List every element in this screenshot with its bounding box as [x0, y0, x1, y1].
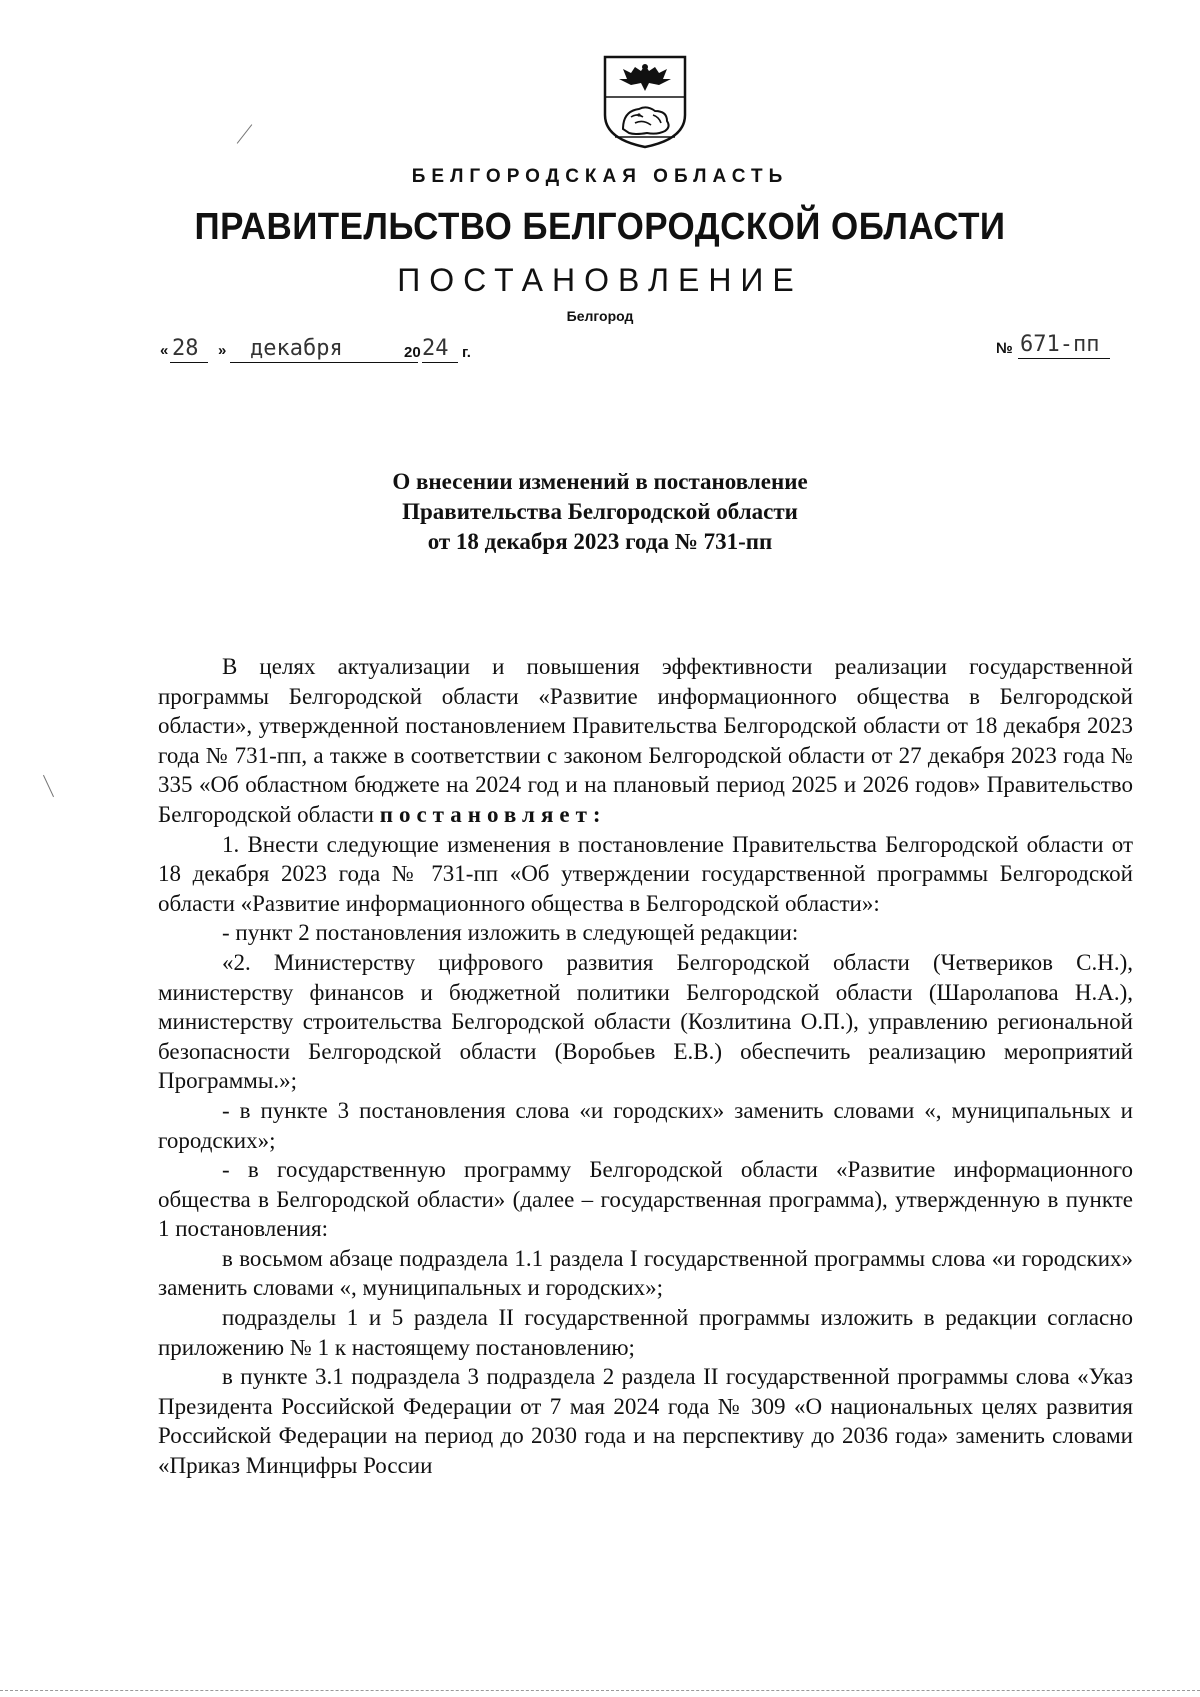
date-year-prefix: 20 — [404, 344, 421, 361]
decree-keyword: постановляет: — [379, 801, 607, 827]
paragraph-item-1: 1. Внести следующие изменения в постановление Правительства Белгородской области от 18 декабря 2023 года № 731-пп «Об утверждении государственной программы Белгородской области «Развитие информационного общества в Белгородской области»: — [158, 831, 1133, 916]
date-open-quote: « — [160, 342, 169, 359]
paragraph-program-intro: - в государственную программу Белгородской области «Развитие информационного общества в Белгородской области» (далее – государственная программа), утвержденную в пункте 1 постановления: — [158, 1157, 1133, 1242]
number-sign: № — [996, 340, 1013, 357]
date-close-quote: » — [218, 342, 227, 359]
paragraph-item-3: - в пункте 3 постановления слова «и городских» заменить словами «, муниципальных и городских»; — [158, 1097, 1133, 1153]
document-type: ПОСТАНОВЛЕНИЕ — [397, 262, 803, 298]
number-underline — [1018, 358, 1110, 359]
paragraph-item-2-text: «2. Министерству цифрового развития Белгородской области (Четвериков С.Н.), министерству финансов и бюджетной политики Белгородской области (Шаролапова Н.А.), министерству строительства Белгородской области (Козлитина О.П.), управлению региональной безопасности Белгородской области (Воробьев Е.В.) обеспечить реализацию мероприятий Программы.»; — [158, 949, 1133, 1094]
paragraph-item-2-intro: - пункт 2 постановления изложить в следующей редакции: — [222, 920, 799, 946]
region-name: БЕЛГОРОДСКАЯ ОБЛАСТЬ — [411, 166, 789, 187]
document-body — [158, 652, 1133, 1481]
date-year-underline — [422, 362, 458, 363]
date-day-underline — [170, 362, 208, 363]
scan-mark — [237, 124, 253, 144]
title-line-1: О внесении изменений в постановление — [392, 469, 808, 494]
government-name: ПРАВИТЕЛЬСТВО БЕЛГОРОДСКОЙ ОБЛАСТИ — [194, 206, 1006, 248]
date-month: декабря — [250, 336, 343, 361]
paragraph-section-1-1: в восьмом абзаце подраздела 1.1 раздела I государственной программы слова «и городских» заменить словами «, муниципальных и городских»; — [158, 1245, 1133, 1301]
preamble-text: В целях актуализации и повышения эффективности реализации государственной программы Белгородской области «Развитие информационного общества в Белгородской области», утвержденной постановлением Правительства Белгородской области от 18 декабря 2023 года № 731-пп, а также в соответствии с законом Белгородской области от 27 декабря 2023 года № 335 «Об областном бюджете на 2024 год и на плановый период 2025 и 2026 годов» Правительство Белгородской области — [158, 654, 1133, 827]
title-line-3: от 18 декабря 2023 года № 731-пп — [427, 529, 773, 554]
page-edge-line — [0, 1690, 1200, 1692]
date-day: 28 — [172, 336, 199, 361]
title-line-2: Правительства Белгородской области — [402, 499, 798, 524]
city-name: Белгород — [566, 308, 634, 324]
paragraph-section-2: подразделы 1 и 5 раздела II государственной программы изложить в редакции согласно приложению № 1 к настоящему постановлению; — [158, 1305, 1133, 1360]
scan-mark — [43, 775, 54, 797]
coat-of-arms-icon — [601, 55, 689, 149]
date-year-unit: г. — [462, 344, 471, 361]
paragraph-preamble — [158, 652, 1133, 830]
number-value: 671-пп — [1020, 332, 1100, 357]
paragraph-section-3-1: в пункте 3.1 подраздела 3 подраздела 2 раздела II государственной программы слова «Указ Президента Российской Федерации от 7 мая 2024 года № 309 «О национальных целях развития Российской Федерации на период до 2030 года и на перспективу до 2036 года» заменить словами «Приказ Минцифры России — [158, 1364, 1133, 1479]
date-year-suffix: 24 — [422, 336, 449, 361]
date-month-underline — [230, 362, 418, 363]
document-title — [0, 467, 1200, 557]
